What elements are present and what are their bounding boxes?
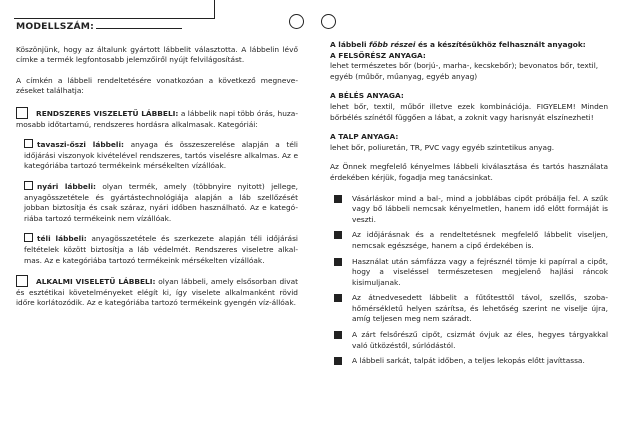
subcategory-spring-autumn <box>24 139 298 172</box>
care-tip-text: A zárt felsőrészű cipőt, csizmát óvjuk az éles, hegyes tárgyakkal való ütközéstől, súrlódástól. <box>352 330 608 350</box>
checkbox-spring-autumn <box>24 139 33 148</box>
lining-material-heading: A BÉLÉS ANYAGA: <box>330 91 404 101</box>
circle-mark-2 <box>321 14 336 29</box>
bullet-square-icon <box>334 294 342 302</box>
care-tip-text: Használat után sámfázza vagy a fejrésznél tömje ki papírral a cipőt, hogy a viseléssel természetesen megjelenő hajlási ráncok kisimuljanak. <box>352 256 608 287</box>
category-occasional-text: olyan lábbeli, amely elsősorban divat és esztétikai követelményeket elégít ki, így viselete alkalmanként rövid időre korlátozódik. Az e kategóriába tartozó termékeink gyengén víz-állóak. <box>16 277 298 308</box>
bullet-square-icon <box>334 258 342 266</box>
subcategory-title: tavaszi-őszi lábbeli: <box>37 140 124 150</box>
care-intro: Az Önnek megfelelő kényelmes lábbeli kiválasztása és tartós használata érdekében kérjük, fogadja meg tanácsinkat. <box>330 162 608 182</box>
sole-section <box>330 132 608 153</box>
checkbox-winter <box>24 233 33 242</box>
subcategory-title: téli lábbeli: <box>37 234 87 244</box>
subcategory-title: nyári lábbeli: <box>37 181 96 191</box>
subcategory-text: anyagösszetétele és szerkezete alapján téli időjárási feltételek között biztosítja a láb védelmét. Rendszeres viseletre alkal-mas. Az e kategóriába tartozó termékeink mérsékelten vízállóak. <box>24 234 298 265</box>
bullet-square-icon <box>334 231 342 239</box>
care-tips-list <box>330 194 608 367</box>
category-regular <box>16 107 298 130</box>
care-tip-text: Vásárláskor mind a bal-, mind a jobblábas cipőt próbálja fel. A szűk vagy bő lábbeli nemcsak kényelmetlen, hanem idő előtt formáját is veszti. <box>352 193 608 224</box>
subcategory-summer <box>24 181 298 224</box>
subcategory-winter <box>24 233 298 266</box>
list-item <box>330 356 608 367</box>
model-number-label: MODELLSZÁM: <box>16 21 94 32</box>
list-item <box>330 230 608 251</box>
care-tip-text: Az átnedvesedett lábbelit a fűtőtesttől távol, szellős, szoba-hőmérsékletű helyen szárítsa, és lehetőség szerint ne viselje újra, amíg teljesen meg nem száradt. <box>352 293 608 324</box>
left-column <box>16 12 298 318</box>
bullet-square-icon <box>334 331 342 339</box>
materials-heading-emphasis: főbb részei <box>369 40 416 49</box>
bullet-square-icon <box>334 195 342 203</box>
upper-material-text: lehet természetes bőr (borjú-, marha-, kecskebőr); bevonatos bőr, textil, egyéb (műbőr, műanyag, egyéb anyag) <box>330 61 599 81</box>
category-occasional <box>16 275 298 309</box>
checkbox-regular <box>16 107 28 119</box>
upper-material-heading: A FELSŐRÉSZ ANYAGA: <box>330 50 426 60</box>
list-item <box>330 257 608 289</box>
lining-section <box>330 91 608 123</box>
materials-heading <box>330 40 608 82</box>
checkbox-summer <box>24 181 33 190</box>
model-number-field <box>16 22 298 33</box>
list-item <box>330 293 608 325</box>
sole-material-heading: A TALP ANYAGA: <box>330 132 399 142</box>
materials-heading-post: és a készítésükhöz felhasznált anyagok: <box>415 40 586 49</box>
list-item <box>330 330 608 351</box>
subcategory-text: anyaga és összeszerelése alapján a téli időjárási viszonyok kivételével rendszeres, tartós viselésre alkalmas. Az e kategóriába tartozó termékeink mérsékelten vízállóak. <box>24 140 298 171</box>
category-occasional-title: ALKALMI VISELETŰ LÁBBELI: <box>36 277 156 287</box>
right-column <box>330 40 608 372</box>
list-item <box>330 194 608 226</box>
subcategory-text: olyan termék, amely (többnyire nyitott) jellege, anyagösszetétele és gyártástechnológiája alapján a láb szellőzését jobban biztosítja és csak száraz, nyári időben használható. Az e kategó-riába tartozó termékeink nem vízállóak. <box>24 181 298 223</box>
category-regular-text: a lábbelik napi több órás, huza-mosabb időtartamú, rendszeres hordásra alkalmasak. Kategóriái: <box>16 108 298 129</box>
bullet-square-icon <box>334 357 342 365</box>
model-number-blank <box>96 28 182 29</box>
intro-thanks: Köszönjünk, hogy az általunk gyártott lábbelit választotta. A lábbelin lévő címke a termék legfontosabb jelemzőiről nyújt felvilágosítást. <box>16 44 298 65</box>
lining-material-text: lehet bőr, textil, műbőr illetve ezek kombinációja. FIGYELEM! Minden bőrbélés színétől függően a lábat, a zoknit vagy harisnyát elszínezheti! <box>330 101 608 122</box>
care-tip-text: Az időjárásnak és a rendeltetésnek megfelelő lábbelit viseljen, nemcsak egészsége, hanem a cipő érdekében is. <box>352 230 608 250</box>
materials-heading-pre: A lábbeli <box>330 40 370 49</box>
sole-material-text: lehet bőr, poliuretán, TR, PVC vagy egyéb szintetikus anyag. <box>330 142 555 152</box>
intro-label-info: A címkén a lábbeli rendeltetésére vonatkozóan a következő megneve-zéseket találhatja: <box>16 75 298 96</box>
care-tip-text: A lábbeli sarkát, talpát időben, a teljes lekopás előtt javíttassa. <box>352 356 585 366</box>
category-regular-title: RENDSZERES VISZELETŰ LÁBBELI: <box>36 108 179 118</box>
checkbox-occasional <box>16 275 28 287</box>
